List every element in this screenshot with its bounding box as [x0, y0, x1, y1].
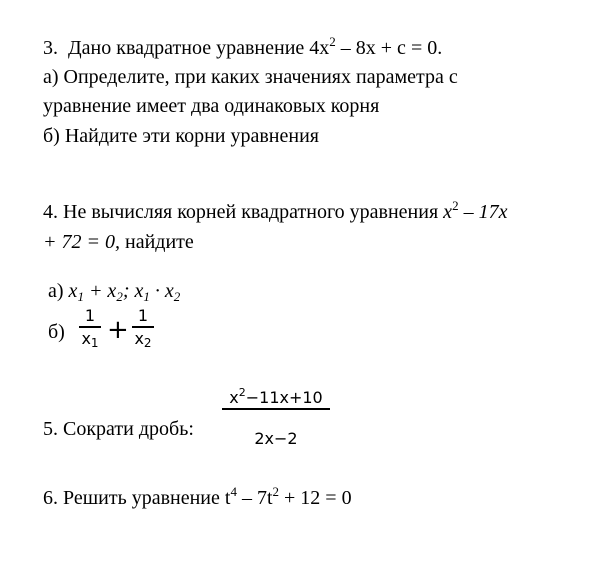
task6-label: 6. Решить уравнение t — [43, 487, 231, 509]
task3-statement — [43, 34, 443, 59]
task4-line2-tail: найдите — [120, 231, 194, 253]
task5-num-b: −11x+10 — [245, 388, 323, 407]
task4-line2-eq: + 72 = 0, — [43, 231, 120, 253]
task3-intro: Дано квадратное уравнение 4x — [68, 37, 330, 59]
task5-numerator — [221, 386, 331, 408]
task4-frac1-den-sub: 1 — [90, 335, 99, 350]
task6-tail: + 12 = 0 — [279, 487, 352, 509]
task4-fraction-1 — [78, 306, 102, 350]
task4-part-a — [48, 280, 181, 304]
task4-a-dot: · x — [149, 280, 174, 302]
task5-num-a: x — [229, 388, 239, 407]
task4-a-sub2: 2 — [116, 289, 123, 304]
task6-exp1: 4 — [230, 484, 237, 499]
task3-part-a: а) Определите, при каких значениях параметра с — [43, 66, 458, 88]
task4-frac1-den: x — [81, 328, 91, 348]
task5-label: 5. Сократи дробь: — [43, 418, 194, 440]
task4-plus-sign: + — [107, 315, 129, 345]
task5-num-exp: 2 — [238, 386, 246, 399]
task4-statement — [43, 198, 508, 223]
task3-part-b: б) Найдите эти корни уравнения — [43, 125, 319, 147]
task4-fraction-2 — [131, 306, 155, 350]
task4-a-sub1: 1 — [77, 289, 84, 304]
task4-a-plus: + x — [83, 280, 117, 302]
task5-denominator-wrap — [221, 431, 331, 447]
task4-frac2-num: 1 — [137, 306, 149, 325]
task4-intro: 4. Не вычисляя корней квадратного уравнения — [43, 201, 444, 223]
task4-frac2-den-wrap — [131, 328, 155, 350]
task4-a-sub3: 1 — [143, 289, 150, 304]
task4-frac1-num: 1 — [84, 306, 96, 325]
task6-statement — [43, 484, 352, 509]
task4-eq-x: x — [443, 201, 453, 223]
task4-eq-rest: – 17x — [458, 201, 508, 223]
task4-eq-exponent: 2 — [452, 198, 459, 213]
task4-a-sub4: 2 — [173, 289, 181, 304]
task4-frac1-den-wrap — [78, 328, 102, 350]
task4-frac2-den: x — [134, 328, 144, 348]
task4-b-label: б) — [48, 321, 65, 343]
task4-a-sep: ; x — [122, 280, 144, 302]
task4-a-x1: x — [68, 280, 78, 302]
task4-a-label: а) — [48, 280, 69, 302]
task3-tail: – 8x + c = 0. — [335, 37, 443, 59]
task6-mid: – 7t — [236, 487, 273, 509]
task4-frac2-den-sub: 2 — [143, 335, 152, 350]
task5-fraction-bar — [222, 408, 330, 410]
task3-number: 3. — [43, 37, 58, 59]
task3-exponent: 2 — [329, 34, 336, 49]
task5-denominator: 2x−2 — [254, 429, 298, 448]
task4-statement-cont — [43, 232, 194, 252]
task6-exp2: 2 — [272, 484, 280, 499]
task3-part-a-cont: уравнение имеет два одинаковых корня — [43, 95, 380, 117]
task5-fraction — [221, 386, 331, 410]
